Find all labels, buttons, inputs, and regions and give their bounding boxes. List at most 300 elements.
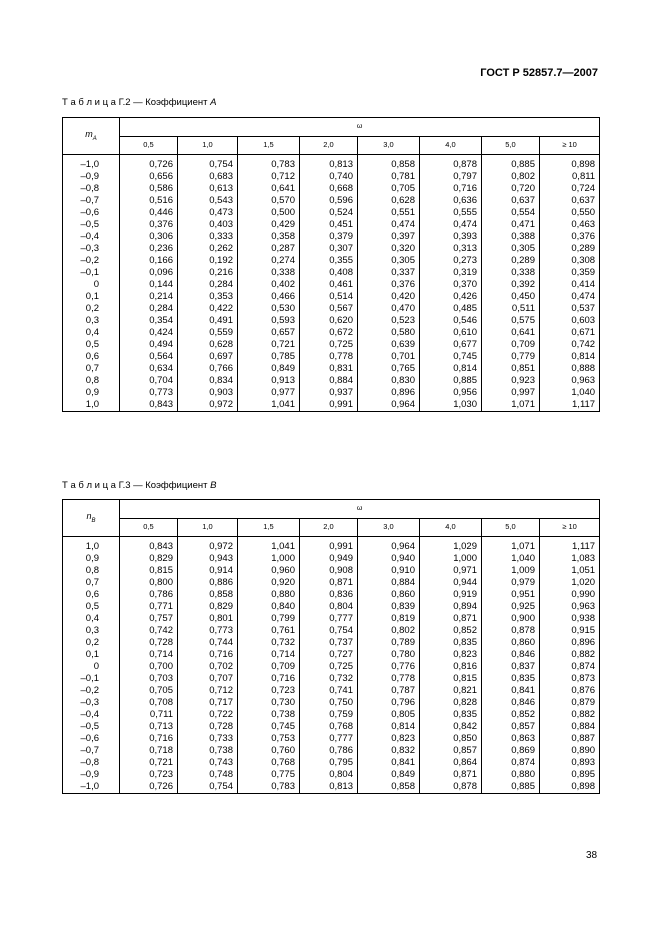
- table-cell: 0,776: [358, 661, 420, 673]
- table-cell: 0,471: [482, 219, 540, 231]
- table-cell: 0,795: [300, 757, 358, 769]
- table-cell: 0,705: [358, 183, 420, 195]
- table-cell: 0,796: [358, 697, 420, 709]
- table-row: [63, 769, 600, 781]
- table-cell: 0,741: [300, 685, 358, 697]
- table-cell: 0,596: [300, 195, 358, 207]
- table-row: [63, 733, 600, 745]
- table-cell: 0,768: [238, 757, 300, 769]
- row-parameter: –0,9: [63, 769, 120, 781]
- table-row: [63, 327, 600, 339]
- table-cell: 0,900: [482, 613, 540, 625]
- table-cell: 0,306: [120, 231, 178, 243]
- table-cell: 0,559: [178, 327, 238, 339]
- caption-prefix: Т а б л и ц а Г.2 — Коэффициент: [62, 97, 211, 108]
- table-cell: 0,778: [358, 673, 420, 685]
- table-cell: 0,765: [358, 363, 420, 375]
- table-cell: 0,841: [482, 685, 540, 697]
- table-cell: 0,960: [238, 565, 300, 577]
- table-cell: 0,944: [420, 577, 482, 589]
- table-cell: 0,494: [120, 339, 178, 351]
- table-cell: 0,388: [482, 231, 540, 243]
- table-cell: 1,041: [238, 541, 300, 553]
- table-cell: 0,551: [358, 207, 420, 219]
- row-parameter: –0,8: [63, 757, 120, 769]
- table-cell: 0,305: [482, 243, 540, 255]
- table-cell: 0,768: [300, 721, 358, 733]
- table-cell: 0,843: [120, 399, 178, 412]
- table-cell: 0,898: [540, 159, 600, 171]
- table-cell: 0,379: [300, 231, 358, 243]
- table-cell: 0,964: [358, 541, 420, 553]
- table-row: [63, 625, 600, 637]
- row-parameter: 0,6: [63, 351, 120, 363]
- table-cell: 0,338: [238, 267, 300, 279]
- table-cell: 0,878: [482, 625, 540, 637]
- table-cell: 0,716: [238, 673, 300, 685]
- table-cell: 0,424: [120, 327, 178, 339]
- column-header: 1,5: [238, 136, 300, 155]
- table-cell: 0,537: [540, 303, 600, 315]
- table-cell: 0,567: [300, 303, 358, 315]
- table-cell: 0,723: [120, 769, 178, 781]
- table-cell: 0,785: [238, 351, 300, 363]
- table-cell: 0,717: [178, 697, 238, 709]
- table-cell: 1,117: [540, 541, 600, 553]
- omega-header: ω: [120, 118, 600, 137]
- table-cell: 0,819: [358, 613, 420, 625]
- table-cell: 0,672: [300, 327, 358, 339]
- table-cell: 0,787: [358, 685, 420, 697]
- row-parameter: 1,0: [63, 399, 120, 412]
- table-cell: 0,733: [178, 733, 238, 745]
- table-cell: 0,910: [358, 565, 420, 577]
- table-cell: 1,029: [420, 541, 482, 553]
- table-cell: 0,144: [120, 279, 178, 291]
- table-cell: 0,639: [358, 339, 420, 351]
- row-parameter: 0,5: [63, 339, 120, 351]
- table-row: [63, 387, 600, 399]
- table-cell: 1,000: [420, 553, 482, 565]
- column-header: ≥ 10: [540, 518, 600, 537]
- table-caption-g2: [62, 97, 216, 108]
- row-parameter: –1,0: [63, 781, 120, 794]
- table-cell: 0,463: [540, 219, 600, 231]
- table-cell: 0,702: [178, 661, 238, 673]
- table-cell: 0,778: [300, 351, 358, 363]
- row-parameter: –0,3: [63, 697, 120, 709]
- table-cell: 0,628: [178, 339, 238, 351]
- table-cell: 0,829: [120, 553, 178, 565]
- table-cell: 0,840: [238, 601, 300, 613]
- table-cell: 0,287: [238, 243, 300, 255]
- table-cell: 0,705: [120, 685, 178, 697]
- table-cell: 0,886: [178, 577, 238, 589]
- table-row: [63, 589, 600, 601]
- table-cell: 0,716: [120, 733, 178, 745]
- table-cell: 0,671: [540, 327, 600, 339]
- table-cell: 0,971: [420, 565, 482, 577]
- table-cell: 0,841: [358, 757, 420, 769]
- table-cell: 0,823: [358, 733, 420, 745]
- row-variable-header: [63, 500, 120, 537]
- table-cell: 0,858: [358, 781, 420, 794]
- table-cell: 0,766: [178, 363, 238, 375]
- table-cell: 0,420: [358, 291, 420, 303]
- table-cell: 0,963: [540, 375, 600, 387]
- table-cell: 0,816: [420, 661, 482, 673]
- table-cell: 0,874: [482, 757, 540, 769]
- table-cell: 0,760: [238, 745, 300, 757]
- table-cell: 0,732: [300, 673, 358, 685]
- table-cell: 0,485: [420, 303, 482, 315]
- row-parameter: 0,1: [63, 649, 120, 661]
- table-cell: 0,402: [238, 279, 300, 291]
- table-row: [63, 541, 600, 553]
- table-cell: 0,461: [300, 279, 358, 291]
- table-cell: 0,814: [420, 363, 482, 375]
- table-cell: 0,857: [482, 721, 540, 733]
- table-cell: 0,392: [482, 279, 540, 291]
- table-cell: 0,466: [238, 291, 300, 303]
- row-parameter: 0,8: [63, 565, 120, 577]
- table-cell: 0,716: [178, 649, 238, 661]
- table-cell: 0,956: [420, 387, 482, 399]
- table-cell: 0,524: [300, 207, 358, 219]
- table-cell: 0,823: [420, 649, 482, 661]
- table-cell: 0,880: [482, 769, 540, 781]
- table-row: [63, 553, 600, 565]
- row-parameter: 1,0: [63, 541, 120, 553]
- table-cell: 0,920: [238, 577, 300, 589]
- table-cell: 0,393: [420, 231, 482, 243]
- table-cell: 0,613: [178, 183, 238, 195]
- table-cell: 0,274: [238, 255, 300, 267]
- row-parameter: –0,4: [63, 231, 120, 243]
- table-cell: 0,887: [540, 733, 600, 745]
- column-header: 1,0: [178, 136, 238, 155]
- table-cell: 0,718: [120, 745, 178, 757]
- table-cell: 0,657: [238, 327, 300, 339]
- table-cell: 0,799: [238, 613, 300, 625]
- table-cell: 0,878: [420, 159, 482, 171]
- table-row: [63, 601, 600, 613]
- table-row: [63, 195, 600, 207]
- table-cell: 0,726: [120, 781, 178, 794]
- table-row: [63, 207, 600, 219]
- table-row: [63, 661, 600, 673]
- row-parameter: 0: [63, 279, 120, 291]
- table-cell: 1,009: [482, 565, 540, 577]
- coefficient-b-table: [62, 499, 600, 794]
- table-cell: 0,771: [120, 601, 178, 613]
- row-parameter: –0,9: [63, 171, 120, 183]
- table-cell: 0,991: [300, 541, 358, 553]
- omega-header: ω: [120, 500, 600, 519]
- table-row: [63, 351, 600, 363]
- table-cell: 0,990: [540, 589, 600, 601]
- table-cell: 0,713: [120, 721, 178, 733]
- table-cell: 0,888: [540, 363, 600, 375]
- table-cell: 0,737: [300, 637, 358, 649]
- table-cell: 0,940: [358, 553, 420, 565]
- table-cell: 0,893: [540, 757, 600, 769]
- table-cell: 0,422: [178, 303, 238, 315]
- column-header: 4,0: [420, 518, 482, 537]
- table-cell: 1,083: [540, 553, 600, 565]
- table-cell: 1,117: [540, 399, 600, 412]
- table-cell: 0,511: [482, 303, 540, 315]
- table-cell: 0,474: [358, 219, 420, 231]
- table-cell: 0,773: [120, 387, 178, 399]
- row-parameter: –1,0: [63, 159, 120, 171]
- table-row: [63, 267, 600, 279]
- table-row: [63, 613, 600, 625]
- table-row: [63, 745, 600, 757]
- table-cell: 0,786: [300, 745, 358, 757]
- table-cell: 0,721: [120, 757, 178, 769]
- table-cell: 0,580: [358, 327, 420, 339]
- table-cell: 0,835: [482, 673, 540, 685]
- table-cell: 1,041: [238, 399, 300, 412]
- table-cell: 0,843: [120, 541, 178, 553]
- table-cell: 0,963: [540, 601, 600, 613]
- table-cell: 0,284: [178, 279, 238, 291]
- table-cell: 0,761: [238, 625, 300, 637]
- table-cell: 0,831: [300, 363, 358, 375]
- table-cell: 0,802: [358, 625, 420, 637]
- table-cell: 0,289: [482, 255, 540, 267]
- table-cell: 0,972: [178, 541, 238, 553]
- table-cell: 0,376: [540, 231, 600, 243]
- table-cell: 0,697: [178, 351, 238, 363]
- table-cell: 0,885: [482, 781, 540, 794]
- table-row: [63, 565, 600, 577]
- table-cell: 0,871: [300, 577, 358, 589]
- table-cell: 0,783: [238, 159, 300, 171]
- column-header: 1,5: [238, 518, 300, 537]
- table-cell: 0,586: [120, 183, 178, 195]
- table-row: [63, 781, 600, 794]
- table-cell: 0,857: [420, 745, 482, 757]
- table-cell: 0,668: [300, 183, 358, 195]
- table-cell: 0,216: [178, 267, 238, 279]
- column-header: 5,0: [482, 136, 540, 155]
- row-parameter: –0,1: [63, 267, 120, 279]
- table-cell: 0,871: [420, 769, 482, 781]
- table-cell: 0,871: [420, 613, 482, 625]
- table-row: [63, 159, 600, 171]
- variable-symbol: m: [85, 128, 93, 139]
- variable-subscript: A: [92, 135, 97, 142]
- table-cell: 0,358: [238, 231, 300, 243]
- table-cell: 0,873: [540, 673, 600, 685]
- table-cell: 0,740: [300, 171, 358, 183]
- table-cell: 0,429: [238, 219, 300, 231]
- table-cell: 0,789: [358, 637, 420, 649]
- table-cell: 0,450: [482, 291, 540, 303]
- table-cell: 0,593: [238, 315, 300, 327]
- coefficient-a-table: [62, 117, 600, 412]
- row-parameter: –0,1: [63, 673, 120, 685]
- table-cell: 0,236: [120, 243, 178, 255]
- table-cell: 0,714: [238, 649, 300, 661]
- table-cell: 0,701: [358, 351, 420, 363]
- table-cell: 0,523: [358, 315, 420, 327]
- table-cell: 1,071: [482, 399, 540, 412]
- table-row: [63, 721, 600, 733]
- table-row: [63, 637, 600, 649]
- table-cell: 0,474: [540, 291, 600, 303]
- table-cell: 0,712: [178, 685, 238, 697]
- table-cell: 0,359: [540, 267, 600, 279]
- table-cell: 0,804: [300, 601, 358, 613]
- table-cell: 0,851: [482, 363, 540, 375]
- column-header: 5,0: [482, 518, 540, 537]
- table-cell: 0,451: [300, 219, 358, 231]
- table-cell: 0,403: [178, 219, 238, 231]
- table-cell: 0,555: [420, 207, 482, 219]
- table-cell: 0,728: [178, 721, 238, 733]
- column-header: 2,0: [300, 136, 358, 155]
- table-cell: 0,894: [420, 601, 482, 613]
- table-cell: 0,884: [300, 375, 358, 387]
- table-cell: 0,874: [540, 661, 600, 673]
- table-cell: 0,913: [238, 375, 300, 387]
- table-cell: 0,338: [482, 267, 540, 279]
- standard-designation: ГОСТ Р 52857.7—2007: [480, 67, 598, 79]
- table-cell: 0,979: [482, 577, 540, 589]
- table-cell: 0,811: [540, 171, 600, 183]
- variable-subscript: B: [91, 517, 96, 524]
- table-cell: 0,837: [482, 661, 540, 673]
- table-cell: 0,709: [238, 661, 300, 673]
- table-cell: 0,860: [358, 589, 420, 601]
- table-cell: 0,738: [178, 745, 238, 757]
- table-cell: 0,426: [420, 291, 482, 303]
- table-cell: 0,677: [420, 339, 482, 351]
- table-cell: 0,805: [358, 709, 420, 721]
- table-cell: 0,786: [120, 589, 178, 601]
- table-cell: 0,641: [238, 183, 300, 195]
- table-cell: 0,842: [420, 721, 482, 733]
- table-row: [63, 279, 600, 291]
- table-cell: 0,860: [482, 637, 540, 649]
- table-cell: 0,704: [120, 375, 178, 387]
- table-cell: 0,846: [482, 649, 540, 661]
- table-row: [63, 757, 600, 769]
- table-cell: 0,397: [358, 231, 420, 243]
- table-cell: 0,800: [120, 577, 178, 589]
- table-cell: 0,683: [178, 171, 238, 183]
- table-cell: 0,829: [178, 601, 238, 613]
- table-cell: 0,846: [482, 697, 540, 709]
- table-cell: 0,937: [300, 387, 358, 399]
- table-cell: 0,977: [238, 387, 300, 399]
- table-cell: 0,882: [540, 709, 600, 721]
- table-cell: 0,716: [420, 183, 482, 195]
- table-cell: 0,863: [482, 733, 540, 745]
- table-cell: 0,869: [482, 745, 540, 757]
- table-cell: 0,709: [482, 339, 540, 351]
- table-cell: 0,836: [300, 589, 358, 601]
- row-parameter: 0,4: [63, 327, 120, 339]
- table-cell: 0,742: [120, 625, 178, 637]
- table-cell: 0,714: [120, 649, 178, 661]
- table-cell: 0,500: [238, 207, 300, 219]
- table-cell: 0,637: [540, 195, 600, 207]
- table-cell: 0,852: [420, 625, 482, 637]
- table-cell: 0,748: [178, 769, 238, 781]
- table-cell: 0,192: [178, 255, 238, 267]
- table-cell: 0,754: [178, 781, 238, 794]
- table-cell: 0,743: [178, 757, 238, 769]
- table-cell: 0,895: [540, 769, 600, 781]
- table-cell: 0,722: [178, 709, 238, 721]
- table-cell: 0,815: [420, 673, 482, 685]
- table-cell: 0,757: [120, 613, 178, 625]
- table-cell: 0,781: [358, 171, 420, 183]
- table-cell: 0,951: [482, 589, 540, 601]
- table-cell: 0,727: [300, 649, 358, 661]
- table-cell: 0,849: [238, 363, 300, 375]
- column-header: 0,5: [120, 518, 178, 537]
- table-cell: 0,896: [540, 637, 600, 649]
- table-cell: 0,884: [540, 721, 600, 733]
- table-cell: 0,804: [300, 769, 358, 781]
- table-cell: 0,620: [300, 315, 358, 327]
- table-cell: 0,839: [358, 601, 420, 613]
- table-cell: 0,641: [482, 327, 540, 339]
- table-cell: 0,738: [238, 709, 300, 721]
- table-cell: 0,474: [420, 219, 482, 231]
- table-cell: 0,570: [238, 195, 300, 207]
- table-cell: 0,879: [540, 697, 600, 709]
- table-cell: 0,903: [178, 387, 238, 399]
- table-cell: 0,997: [482, 387, 540, 399]
- table-cell: 0,262: [178, 243, 238, 255]
- table-cell: 0,414: [540, 279, 600, 291]
- table-cell: 0,783: [238, 781, 300, 794]
- column-header: 0,5: [120, 136, 178, 155]
- table-cell: 0,724: [540, 183, 600, 195]
- table-cell: 0,214: [120, 291, 178, 303]
- table-cell: 0,634: [120, 363, 178, 375]
- table-cell: 0,943: [178, 553, 238, 565]
- table-row: [63, 577, 600, 589]
- table-row: [63, 219, 600, 231]
- table-cell: 0,828: [420, 697, 482, 709]
- row-parameter: –0,4: [63, 709, 120, 721]
- table-cell: 0,878: [420, 781, 482, 794]
- table-cell: 0,319: [420, 267, 482, 279]
- table-cell: 0,779: [482, 351, 540, 363]
- table-cell: 0,925: [482, 601, 540, 613]
- table-cell: 0,777: [300, 613, 358, 625]
- table-cell: 0,370: [420, 279, 482, 291]
- table-cell: 0,564: [120, 351, 178, 363]
- table-cell: 0,707: [178, 673, 238, 685]
- table-cell: 0,852: [482, 709, 540, 721]
- table-cell: 0,307: [300, 243, 358, 255]
- table-cell: 0,849: [358, 769, 420, 781]
- table-cell: 1,051: [540, 565, 600, 577]
- table-cell: 1,071: [482, 541, 540, 553]
- table-cell: 0,610: [420, 327, 482, 339]
- table-cell: 1,040: [540, 387, 600, 399]
- table-cell: 0,801: [178, 613, 238, 625]
- table-cell: 0,730: [238, 697, 300, 709]
